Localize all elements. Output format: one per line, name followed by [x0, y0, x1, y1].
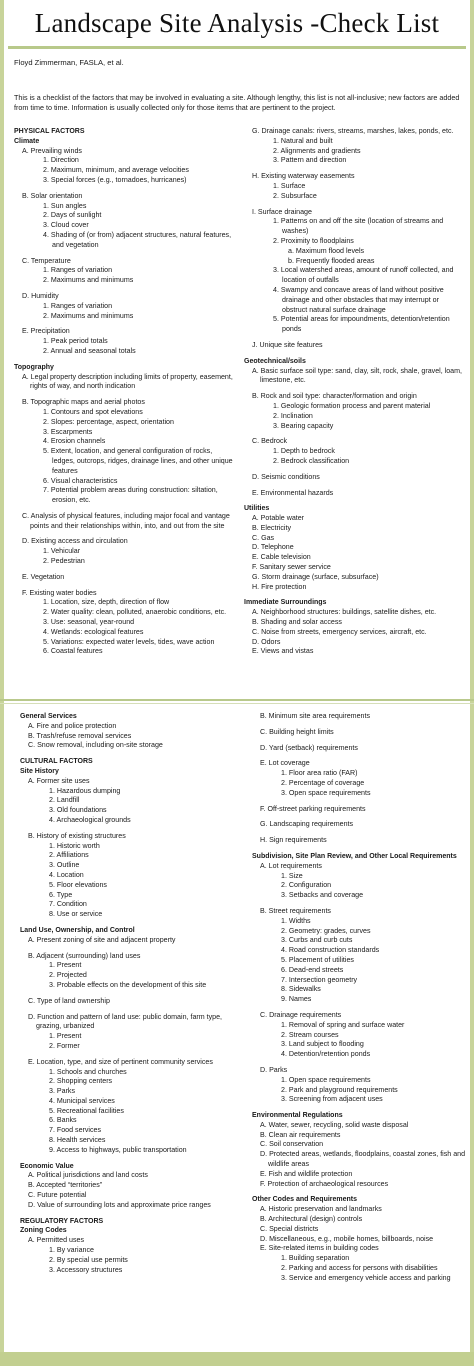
checklist-item: G. Drainage canals: rivers, streams, marshes, lakes, ponds, etc. [252, 127, 454, 135]
checklist-subitem: 2. Annual and seasonal totals [43, 346, 136, 355]
checklist-item: E. Cable television [252, 553, 311, 562]
checklist-subitem: 8. Sidewalks [281, 985, 321, 994]
checklist-subitem: 2. Parking and access for persons with disabilities [281, 1264, 438, 1273]
checklist-item: A. Potable water [252, 514, 305, 523]
section-heading: Utilities [244, 505, 270, 513]
checklist-subitem: 2. Park and playground requirements [281, 1085, 398, 1094]
checklist-subitem: 3. Cloud cover [43, 221, 89, 230]
checklist-subitem: 1. Size [281, 871, 303, 880]
checklist-subitem: 1. Present [49, 1032, 82, 1041]
checklist-item: C. Gas [252, 533, 275, 542]
column-physical-factors [14, 127, 236, 657]
checklist-subitem: 3. Old foundations [49, 806, 107, 815]
checklist-item: B. Electricity [252, 523, 292, 532]
checklist-item: C. Soil conservation [260, 1140, 324, 1149]
checklist-subitem: 4. Archaeological grounds [49, 815, 131, 824]
checklist-item: B. Architectural (design) controls [260, 1215, 363, 1224]
checklist-subitem: 1. Direction [43, 156, 79, 165]
checklist-item: B. Adjacent (surrounding) land uses [28, 951, 141, 960]
section-heading: Geotechnical/soils [244, 357, 306, 365]
checklist-item: C. Future potential [28, 1191, 87, 1200]
checklist-subitem: 1. Peak period totals [43, 337, 108, 346]
checklist-subitem: 3. Bearing capacity [273, 421, 334, 430]
checklist-subitem: 3. Land subject to flooding [281, 1040, 364, 1049]
intro-paragraph: This is a checklist of the factors that may be involved in evaluating a site. Although lengthy, this list is not all-inclusive; new factors are added from time to time. Information is usually collected only for those items that are pertinent to the project. [14, 93, 460, 113]
checklist-item: A. Present zoning of site and adjacent property [28, 935, 176, 944]
checklist-item: A. Legal property description including limits of property, easement, rights of way, and north indication [22, 372, 233, 391]
checklist-item: E. Fish and wildlife protection [260, 1169, 353, 1178]
checklist-item: I. Surface drainage [252, 207, 312, 216]
page-title: Landscape Site Analysis -Check List [34, 8, 440, 38]
checklist-item: E. Lot coverage [260, 759, 310, 768]
checklist-item: A. Fire and police protection [28, 721, 117, 730]
checklist-item: C. Noise from streets, emergency services, aircraft, etc. [252, 627, 427, 636]
checklist-subitem: 2. Projected [49, 971, 87, 980]
checklist-item: B. Street requirements [260, 906, 331, 915]
checklist-subitem: 1. Building separation [281, 1254, 350, 1263]
checklist-subitem: 1. Widths [281, 916, 311, 925]
checklist-subitem: 2. Bedrock classification [273, 456, 350, 465]
checklist-subitem: 1. Patterns on and off the site (location of streams and washes) [273, 217, 444, 236]
section-heading: Site History [20, 767, 59, 775]
checklist-subitem: 4. Road construction standards [281, 946, 380, 955]
checklist-subitem: 8. Health services [49, 1136, 106, 1145]
checklist-item: C. Building height limits [260, 727, 334, 736]
checklist-subitem: 3. Probable effects on the development of this site [49, 980, 207, 989]
checklist-item: C. Temperature [22, 256, 71, 265]
checklist-item: A. Neighborhood structures: buildings, satellite dishes, etc. [252, 608, 437, 617]
checklist-subitem: 1. Schools and churches [49, 1067, 127, 1076]
checklist-item: D. Telephone [252, 543, 294, 552]
checklist-subitem: 1. Present [49, 961, 82, 970]
checklist-subitem: 9. Access to highways, public transportation [49, 1145, 187, 1154]
checklist-subitem: 4. Shading of (or from) adjacent structures, natural features, and vegetation [43, 230, 232, 249]
checklist-item: C. Analysis of physical features, including major focal and vantage points and their relationships within, into, and out from the site [22, 511, 230, 530]
checklist-subitem: 5. Recreational facilities [49, 1106, 124, 1115]
checklist-item: E. Site-related items in building codes [260, 1244, 379, 1253]
checklist-subitem: 3. Curbs and curb cuts [281, 936, 353, 945]
checklist-subitem: 3. Accessory structures [49, 1265, 123, 1274]
checklist-item: D. Protected areas, wetlands, floodplains, coastal zones, fish and wildlife areas [260, 1150, 466, 1169]
checklist-subitem: 2. Slopes: percentage, aspect, orientation [43, 417, 174, 426]
checklist-subitem: 2. Pedestrian [43, 557, 85, 566]
checklist-subitem: 6. Visual characteristics [43, 476, 118, 485]
checklist-subitem: 5. Floor elevations [49, 880, 107, 889]
checklist-item: C. Bedrock [252, 437, 288, 446]
checklist-subitem: 6. Coastal features [43, 647, 103, 656]
checklist-item: E. Environmental hazards [252, 488, 334, 497]
checklist-subitem: 3. Open space requirements [281, 788, 371, 797]
checklist-subitem: 7. Condition [49, 900, 87, 909]
checklist-subitem: 1. By variance [49, 1246, 94, 1255]
section-heading: REGULATORY FACTORS [20, 1217, 104, 1225]
checklist-subsubitem: a. Maximum flood levels [288, 246, 365, 255]
section-heading: General Services [20, 713, 77, 720]
checklist-subitem: 3. Pattern and direction [273, 156, 347, 165]
checklist-item: D. Humidity [22, 291, 59, 300]
checklist-item: C. Special districts [260, 1224, 319, 1233]
checklist-item: B. Minimum site area requirements [260, 712, 370, 720]
checklist-subitem: 1. Vehicular [43, 547, 81, 556]
section-heading: Economic Value [20, 1162, 74, 1170]
checklist-item: D. Function and pattern of land use: public domain, farm type, grazing, urbanized [28, 1012, 223, 1031]
checklist-subitem: 1. Ranges of variation [43, 301, 113, 310]
checklist-item: D. Odors [252, 637, 281, 646]
checklist-item: E. Location, type, and size of pertinent community services [28, 1057, 213, 1066]
section-heading: PHYSICAL FACTORS [14, 128, 85, 135]
checklist-subitem: 2. Landfill [49, 796, 80, 805]
checklist-subitem: 1. Geologic formation process and parent material [273, 401, 431, 410]
checklist-item: F. Sanitary sewer service [252, 563, 331, 572]
section-heading: CULTURAL FACTORS [20, 758, 93, 766]
checklist-subitem: 9. Names [281, 995, 312, 1004]
checklist-item: B. Shading and solar access [252, 618, 342, 627]
checklist-subitem: 1. Location, size, depth, direction of flow [43, 598, 170, 607]
checklist-subitem: 1. Sun angles [43, 201, 87, 210]
checklist-subitem: 3. Special forces (e.g., tornadoes, hurricanes) [43, 175, 187, 184]
checklist-subitem: 2. Proximity to floodplains [273, 236, 354, 245]
section-divider [0, 699, 474, 701]
checklist-subitem: 6. Banks [49, 1116, 77, 1125]
checklist-item: E. Precipitation [22, 327, 70, 336]
section-heading: Topography [14, 363, 54, 371]
checklist-item: B. Topographic maps and aerial photos [22, 398, 145, 407]
checklist-item: D. Miscellaneous, e.g., mobile homes, billboards, noise [260, 1234, 434, 1243]
checklist-subitem: 3. Parks [49, 1087, 76, 1096]
checklist-item: B. Solar orientation [22, 191, 83, 200]
checklist-subitem: 8. Use or service [49, 910, 103, 919]
checklist-item: A. Former site uses [28, 776, 90, 785]
checklist-subitem: 2. Affiliations [49, 851, 89, 860]
checklist-subitem: 2. Alignments and gradients [273, 146, 361, 155]
checklist-item: D. Existing access and circulation [22, 537, 128, 546]
checklist-item: G. Landscaping requirements [260, 820, 354, 829]
section-heading: Other Codes and Requirements [252, 1196, 358, 1204]
title-rule [8, 46, 466, 49]
checklist-subitem: 2. Maximums and minimums [43, 311, 134, 320]
checklist-subitem: 3. Screening from adjacent uses [281, 1095, 383, 1104]
checklist-item: F. Existing water bodies [22, 588, 97, 597]
checklist-item: E. Views and vistas [252, 647, 314, 656]
checklist-subitem: 4. Erosion channels [43, 437, 106, 446]
checklist-item: H. Sign requirements [260, 836, 327, 845]
checklist-item: E. Vegetation [22, 572, 65, 581]
checklist-subitem: 3. Local watershed areas, amount of runoff collected, and location of outfalls [273, 266, 454, 285]
checklist-subitem: 6. Dead-end streets [281, 965, 344, 974]
checklist-item: C. Type of land ownership [28, 996, 110, 1005]
checklist-item: A. Basic surface soil type: sand, clay, silt, rock, shale, gravel, loam, limestone, etc. [252, 366, 463, 385]
section-heading: Climate [14, 137, 40, 145]
section-heading: Zoning Codes [20, 1227, 67, 1235]
checklist-subitem: 1. Depth to bedrock [273, 447, 335, 456]
checklist-subitem: 1. Surface [273, 181, 306, 190]
checklist-item: F. Protection of archaeological resources [260, 1179, 389, 1188]
section-heading: Subdivision, Site Plan Review, and Other Local Requirements [252, 852, 457, 860]
checklist-subitem: 3. Escarpments [43, 427, 93, 436]
checklist-subitem: 1. Historic worth [49, 841, 100, 850]
checklist-item: B. Accepted “territories” [28, 1181, 103, 1190]
checklist-subsubitem: b. Frequently flooded areas [288, 256, 375, 265]
checklist-item: D. Seismic conditions [252, 472, 320, 481]
checklist-subitem: 7. Potential problem areas during construction: siltation, erosion, etc. [43, 486, 218, 505]
checklist-item: B. Clean air requirements [260, 1130, 341, 1139]
section-divider-thin [0, 703, 474, 704]
checklist-subitem: 1. Floor area ratio (FAR) [281, 769, 358, 778]
checklist-subitem: 1. Hazardous dumping [49, 786, 121, 795]
checklist-subitem: 4. Swampy and concave areas of land without positive drainage and other obstacles that may interrupt or obstruct natural surface drainage [273, 285, 444, 314]
column-drainage-soils-utilities [244, 127, 466, 657]
checklist-subitem: 1. Open space requirements [281, 1075, 371, 1084]
authors: Floyd Zimmerman, FASLA, et al. [14, 58, 124, 67]
checklist-subitem: 1. Removal of spring and surface water [281, 1020, 405, 1029]
checklist-subitem: 5. Placement of utilities [281, 955, 354, 964]
checklist-subitem: 6. Type [49, 890, 73, 899]
checklist-subitem: 5. Potential areas for impoundments, detention/retention ponds [273, 315, 450, 334]
section-heading: Land Use, Ownership, and Control [20, 926, 135, 934]
checklist-item: G. Storm drainage (surface, subsurface) [252, 572, 379, 581]
checklist-subitem: 1. Ranges of variation [43, 266, 113, 275]
checklist-subitem: 2. Percentage of coverage [281, 778, 365, 787]
checklist-item: D. Yard (setback) requirements [260, 743, 358, 752]
checklist-item: A. Lot requirements [260, 861, 322, 870]
checklist-subitem: 3. Service and emergency vehicle access and parking [281, 1273, 451, 1282]
checklist-item: A. Historic preservation and landmarks [260, 1205, 382, 1214]
checklist-item: A. Water, sewer, recycling, solid waste disposal [260, 1120, 409, 1129]
checklist-subitem: 2. Geometry: grades, curves [281, 926, 371, 935]
checklist-subitem: 1. Natural and built [273, 136, 333, 145]
checklist-subitem: 7. Intersection geometry [281, 975, 358, 984]
checklist-item: A. Prevailing winds [22, 146, 82, 155]
checklist-subitem: 2. Maximum, minimum, and average velocities [43, 166, 189, 175]
checklist-subitem: 2. Shopping centers [49, 1077, 113, 1086]
checklist-subitem: 5. Variations: expected water levels, tides, wave action [43, 637, 215, 646]
checklist-item: A. Political jurisdictions and land costs [28, 1171, 148, 1180]
checklist-item: B. Trash/refuse removal services [28, 731, 132, 740]
checklist-item: B. Rock and soil type: character/formation and origin [252, 392, 417, 401]
checklist-subitem: 5. Extent, location, and general configuration of rocks, ledges, outcrops, ridges, drainage lines, and other unique features [43, 447, 233, 475]
checklist-subitem: 2. Water quality: clean, polluted, anaerobic conditions, etc. [43, 608, 227, 617]
checklist-item: A. Permitted uses [28, 1236, 84, 1245]
checklist-subitem: 1. Contours and spot elevations [43, 407, 143, 416]
bottom-band [0, 1352, 474, 1366]
checklist-subitem: 2. Configuration [281, 881, 332, 890]
checklist-item: B. History of existing structures [28, 831, 126, 840]
checklist-subitem: 2. Inclination [273, 411, 313, 420]
column-zoning-environmental [252, 712, 466, 1284]
column-services-cultural-regulatory [20, 712, 240, 1275]
checklist-subitem: 4. Municipal services [49, 1096, 115, 1105]
checklist-item: F. Off-street parking requirements [260, 804, 366, 813]
checklist-item: D. Value of surrounding lots and approximate price ranges [28, 1200, 211, 1209]
checklist-item: H. Existing waterway easements [252, 172, 355, 181]
checklist-subitem: 4. Wetlands: ecological features [43, 627, 144, 636]
section-heading: Immediate Surroundings [244, 599, 327, 607]
checklist-subitem: 3. Setbacks and coverage [281, 891, 364, 900]
section-heading: Environmental Regulations [252, 1112, 343, 1120]
checklist-subitem: 7. Food services [49, 1126, 102, 1135]
checklist-subitem: 2. By special use permits [49, 1255, 128, 1264]
checklist-subitem: 2. Maximums and minimums [43, 276, 134, 285]
checklist-item: J. Unique site features [252, 340, 323, 349]
checklist-item: D. Parks [260, 1065, 288, 1074]
checklist-subitem: 3. Use: seasonal, year-round [43, 618, 135, 627]
checklist-subitem: 2. Subsurface [273, 191, 317, 200]
checklist-subitem: 2. Stream courses [281, 1030, 339, 1039]
checklist-subitem: 4. Detention/retention ponds [281, 1050, 371, 1059]
checklist-item: C. Drainage requirements [260, 1010, 342, 1019]
checklist-subitem: 3. Outline [49, 861, 80, 870]
checklist-item: C. Snow removal, including on-site storage [28, 741, 163, 750]
checklist-subitem: 2. Days of sunlight [43, 211, 102, 220]
checklist-subitem: 2. Former [49, 1041, 80, 1050]
checklist-item: H. Fire protection [252, 582, 307, 591]
checklist-subitem: 4. Location [49, 870, 84, 879]
